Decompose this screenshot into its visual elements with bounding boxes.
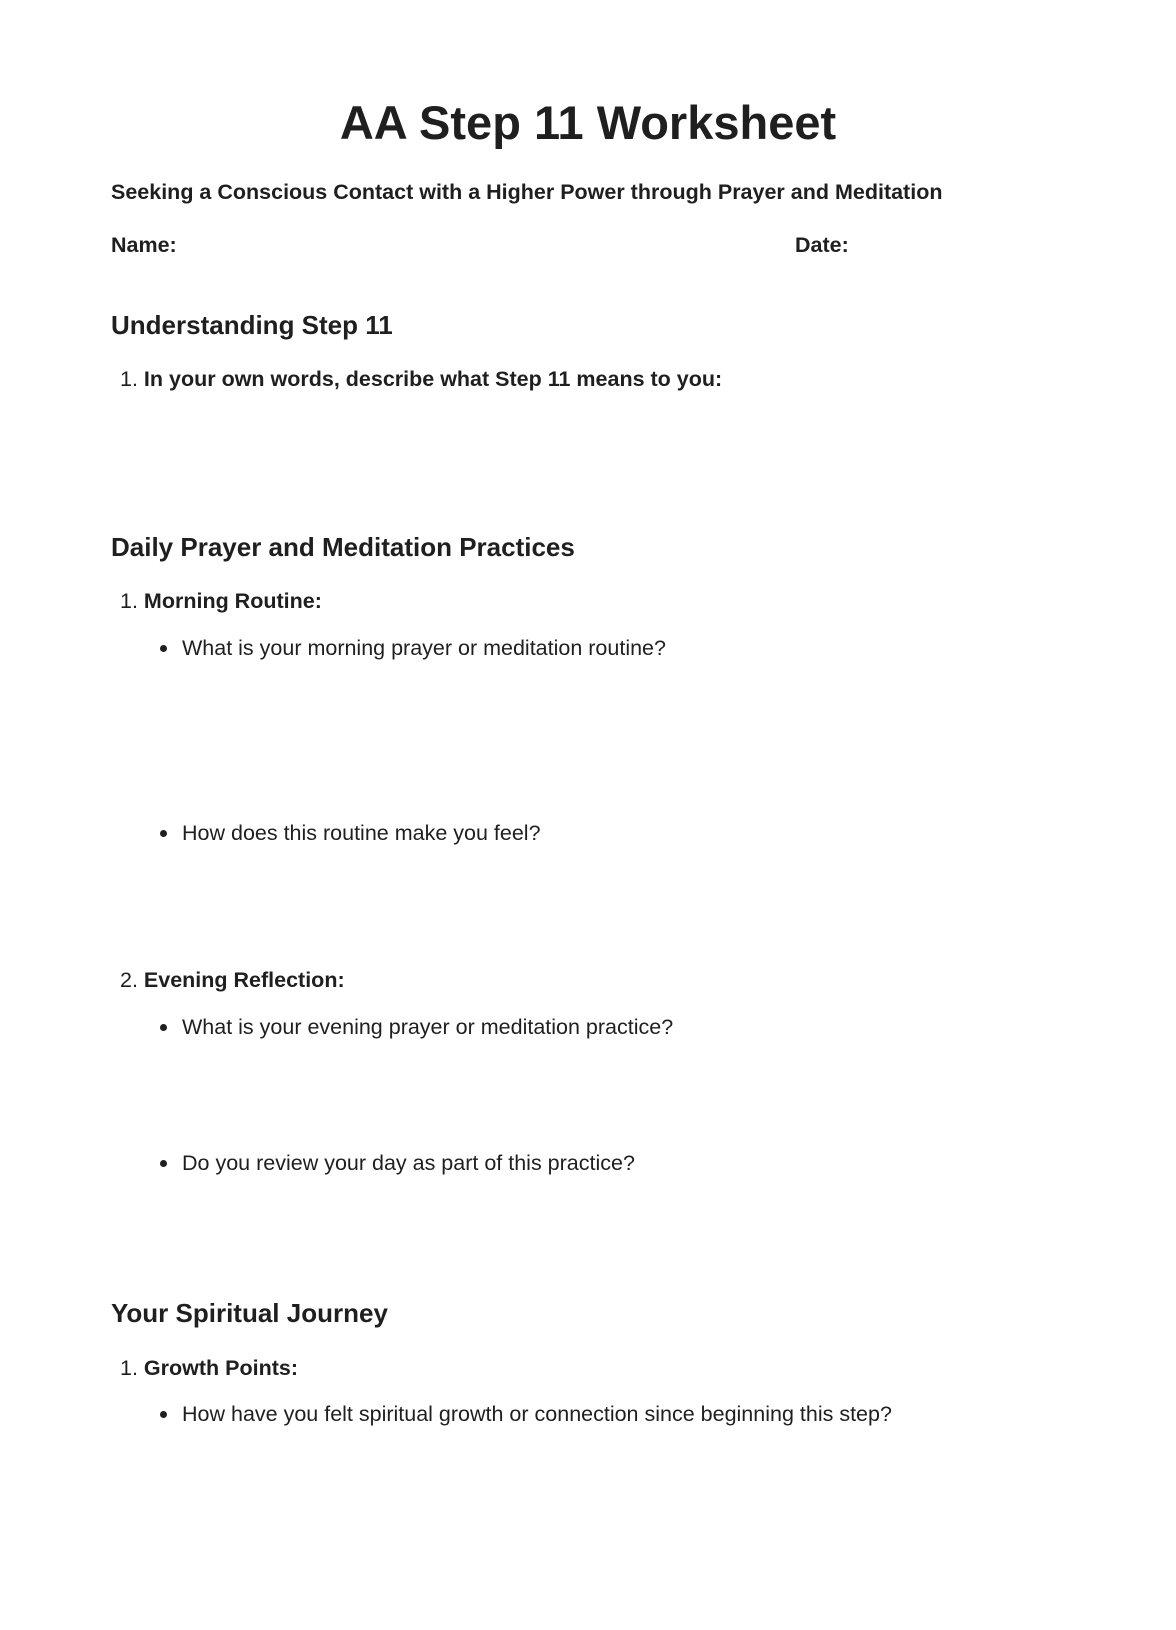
section-heading-daily-practices: Daily Prayer and Meditation Practices (111, 532, 575, 562)
question-label: Growth Points: (143, 1356, 298, 1380)
question-item (120, 966, 345, 994)
question-number: 1. (120, 367, 138, 391)
question-item (120, 365, 722, 393)
section-heading-spiritual-journey: Your Spiritual Journey (111, 1298, 388, 1328)
question-number: 1. (120, 1356, 138, 1380)
bullet-icon (160, 830, 167, 837)
bullet-text: What is your evening prayer or meditation practice? (182, 1015, 674, 1039)
question-number: 2. (120, 968, 138, 992)
bullet-text: How does this routine make you feel? (182, 821, 541, 845)
bullet-icon (160, 1160, 167, 1167)
bullet-icon (160, 1411, 167, 1418)
page-title: AA Step 11 Worksheet (339, 96, 837, 149)
question-number: 1. (120, 589, 138, 613)
bullet-text: What is your morning prayer or meditation routine? (182, 636, 666, 660)
section-heading-understanding: Understanding Step 11 (111, 310, 393, 340)
bullet-text: Do you review your day as part of this practice? (182, 1151, 635, 1175)
date-field-label: Date: (795, 233, 849, 257)
question-item (120, 587, 322, 615)
bullet-icon (160, 1024, 167, 1031)
question-label: Morning Routine: (143, 589, 322, 613)
bullet-icon (160, 645, 167, 652)
question-label: Evening Reflection: (143, 968, 345, 992)
name-field-label: Name: (111, 233, 177, 257)
question-item (120, 1354, 298, 1382)
page-subtitle: Seeking a Conscious Contact with a Higher Power through Prayer and Meditation (111, 180, 943, 204)
bullet-text: How have you felt spiritual growth or connection since beginning this step? (182, 1402, 892, 1426)
question-label: In your own words, describe what Step 11 means to you: (143, 367, 723, 391)
